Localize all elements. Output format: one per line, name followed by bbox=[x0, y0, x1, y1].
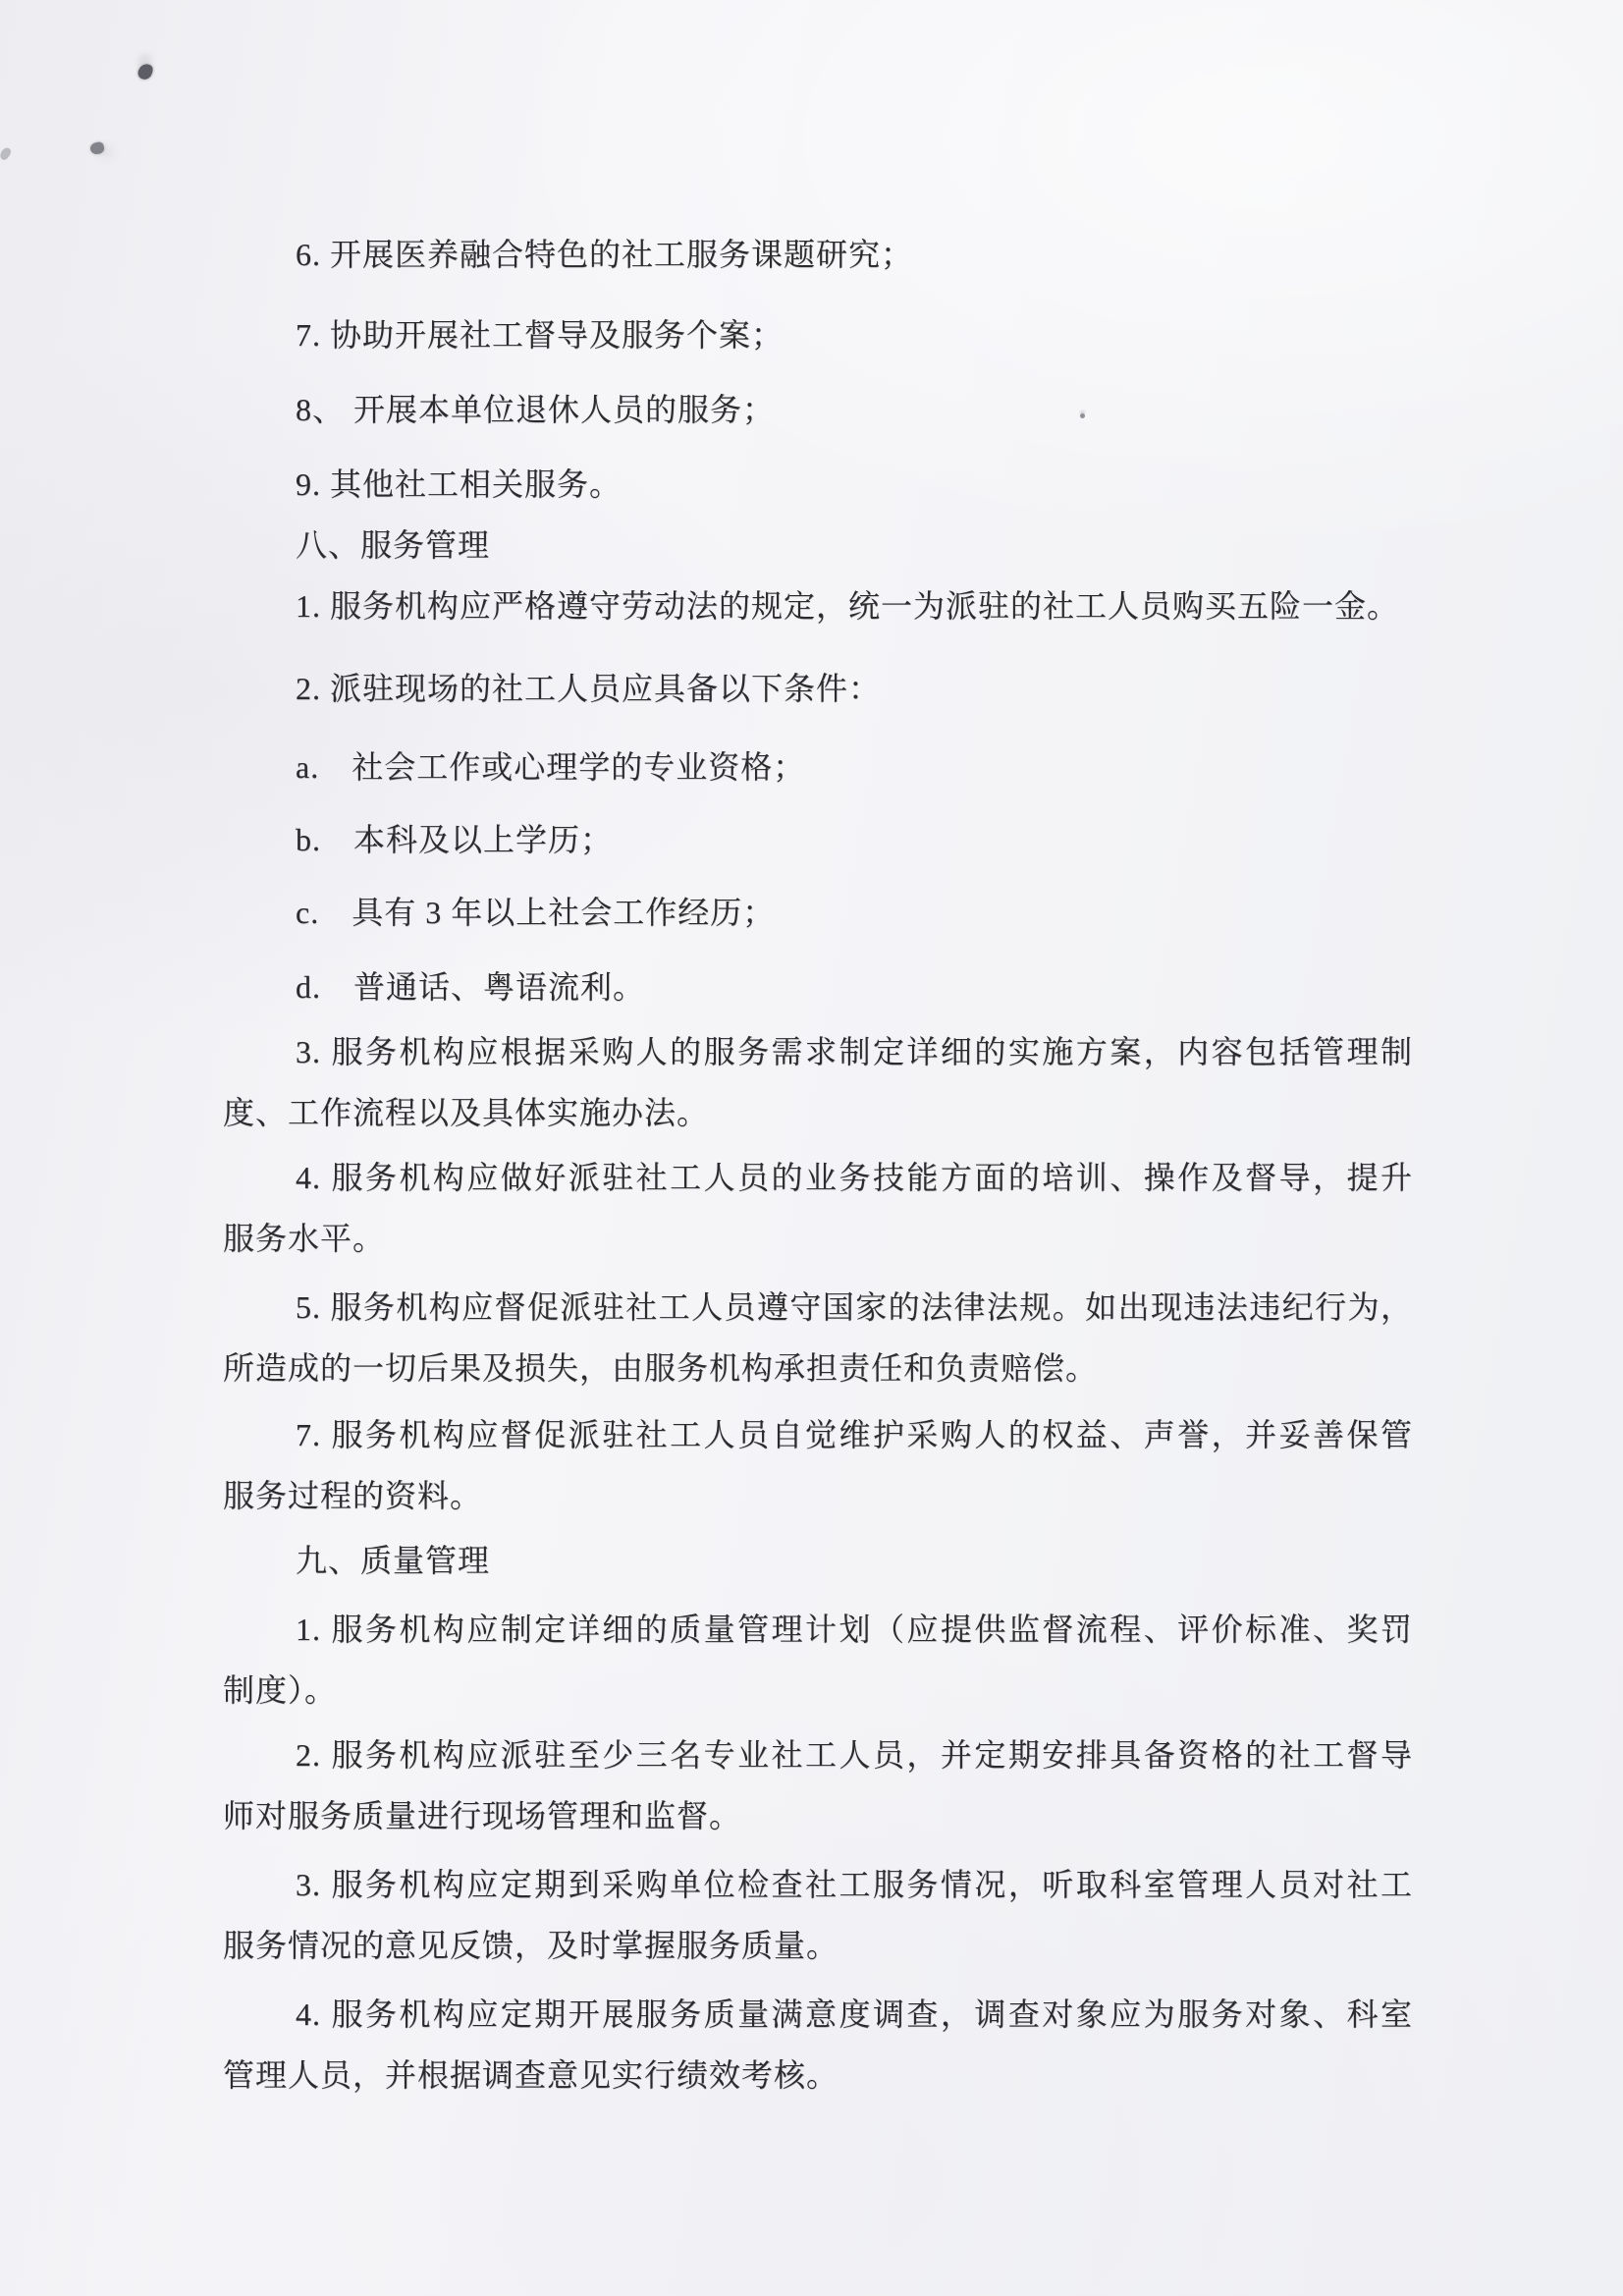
condition-b bbox=[223, 809, 1413, 870]
list-item-9-text: 9. 其他社工相关服务。 bbox=[296, 466, 622, 502]
mgmt-para-3-line-2: 度、工作流程以及具体实施办法。 bbox=[223, 1095, 710, 1130]
scan-speck-dark bbox=[136, 62, 154, 82]
mgmt-para-7 bbox=[223, 1404, 1413, 1526]
mgmt-para-1 bbox=[223, 575, 1413, 636]
scan-edge-mark bbox=[0, 146, 13, 162]
list-item-6-text: 6. 开展医养融合特色的社工服务课题研究； bbox=[296, 237, 914, 272]
list-item-7 bbox=[223, 304, 1413, 365]
mgmt-para-1-text: 1. 服务机构应严格遵守劳动法的规定，统一为派驻的社工人员购买五险一金。 bbox=[296, 588, 1400, 624]
mgmt-para-4 bbox=[223, 1147, 1413, 1269]
mgmt-para-5-line-1: 5. 服务机构应督促派驻社工人员遵守国家的法律法规。如出现违法违纪行为， bbox=[296, 1289, 1413, 1325]
condition-a bbox=[223, 737, 1413, 797]
mgmt-para-7-line-2: 服务过程的资料。 bbox=[223, 1478, 483, 1513]
mgmt-para-7-line-1: 7. 服务机构应督促派驻社工人员自觉维护采购人的权益、声誉，并妥善保管 bbox=[296, 1417, 1413, 1452]
list-item-8-text: 8、 开展本单位退休人员的服务； bbox=[296, 392, 776, 427]
mgmt-para-4-line-2: 服务水平。 bbox=[223, 1221, 386, 1256]
condition-d bbox=[223, 957, 1413, 1017]
section-heading-8-text: 八、服务管理 bbox=[296, 527, 491, 563]
quality-para-3-line-2: 服务情况的意见反馈，及时掌握服务质量。 bbox=[223, 1928, 839, 1963]
quality-para-1-line-1: 1. 服务机构应制定详细的质量管理计划（应提供监督流程、评价标准、奖罚 bbox=[296, 1612, 1413, 1647]
quality-para-2 bbox=[223, 1724, 1413, 1846]
mgmt-para-2-text: 2. 派驻现场的社工人员应具备以下条件： bbox=[296, 671, 882, 706]
list-item-9 bbox=[223, 454, 1413, 515]
scan-speck-light bbox=[89, 141, 105, 156]
section-heading-9-text: 九、质量管理 bbox=[296, 1543, 491, 1578]
list-item-7-text: 7. 协助开展社工督导及服务个案； bbox=[296, 317, 784, 353]
quality-para-1-line-2: 制度）。 bbox=[223, 1672, 338, 1708]
mgmt-para-4-line-1: 4. 服务机构应做好派驻社工人员的业务技能方面的培训、操作及督导，提升 bbox=[296, 1160, 1413, 1195]
mgmt-para-3-line-1: 3. 服务机构应根据采购人的服务需求制定详细的实施方案，内容包括管理制 bbox=[296, 1034, 1413, 1069]
document-text-block bbox=[223, 224, 1413, 2105]
list-item-8 bbox=[223, 379, 1413, 440]
mgmt-para-5 bbox=[223, 1277, 1413, 1398]
condition-c-text: c. 具有 3 年以上社会工作经历； bbox=[296, 895, 776, 930]
section-heading-8 bbox=[223, 515, 1413, 575]
list-item-6 bbox=[223, 224, 1413, 285]
condition-d-text: d. 普通话、粤语流利。 bbox=[296, 969, 646, 1005]
quality-para-4-line-1: 4. 服务机构应定期开展服务质量满意度调查，调查对象应为服务对象、科室 bbox=[296, 1996, 1413, 2032]
section-heading-9 bbox=[223, 1530, 1413, 1591]
condition-b-text: b. 本科及以上学历； bbox=[296, 822, 614, 857]
quality-para-1 bbox=[223, 1599, 1413, 1721]
condition-c bbox=[223, 882, 1413, 943]
quality-para-2-line-1: 2. 服务机构应派驻至少三名专业社工人员，并定期安排具备资格的社工督导 bbox=[296, 1737, 1413, 1773]
quality-para-2-line-2: 师对服务质量进行现场管理和监督。 bbox=[223, 1798, 742, 1833]
condition-a-text: a. 社会工作或心理学的专业资格； bbox=[296, 749, 806, 785]
quality-para-4-line-2: 管理人员，并根据调查意见实行绩效考核。 bbox=[223, 2057, 839, 2093]
mgmt-para-2 bbox=[223, 658, 1413, 719]
mgmt-para-3 bbox=[223, 1021, 1413, 1143]
quality-para-4 bbox=[223, 1984, 1413, 2105]
quality-para-3-line-1: 3. 服务机构应定期到采购单位检查社工服务情况，听取科室管理人员对社工 bbox=[296, 1867, 1413, 1902]
mgmt-para-5-line-2: 所造成的一切后果及损失，由服务机构承担责任和负责赔偿。 bbox=[223, 1350, 1099, 1386]
quality-para-3 bbox=[223, 1854, 1413, 1976]
